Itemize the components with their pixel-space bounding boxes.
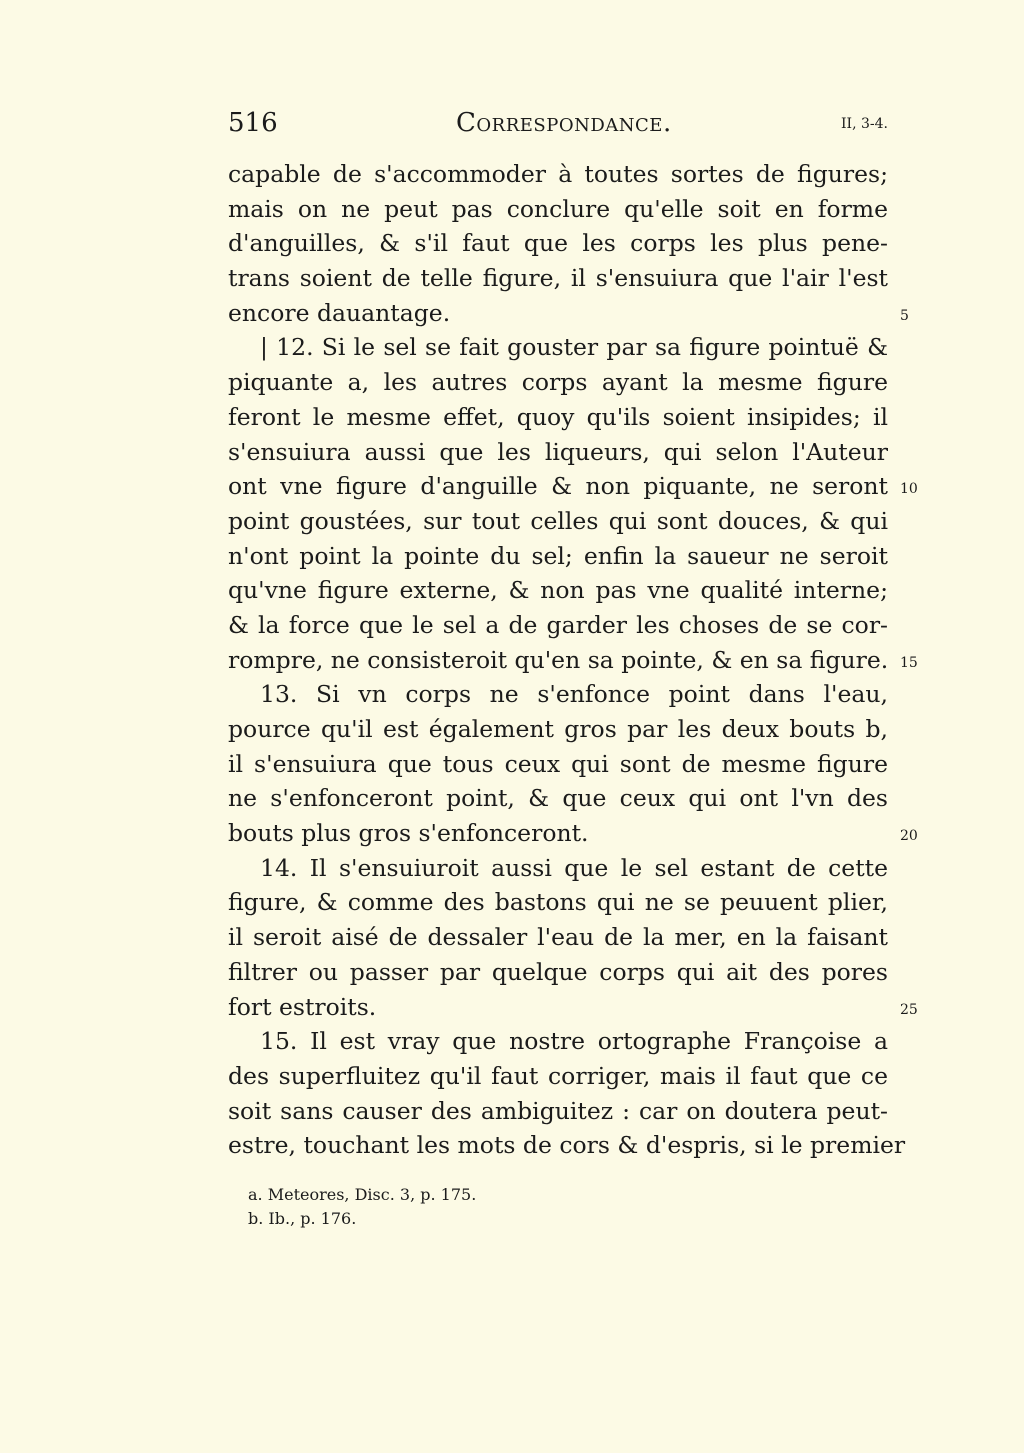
text-line: filtrer ou passer par quelque corps qui ait des pores [228,957,888,986]
section-reference: II, 3-4. [841,116,888,132]
text-line: fort estroits. [228,992,377,1021]
text-line: capable de s'accommoder à toutes sortes de figures; [228,160,888,188]
line-number: 25 [900,1001,918,1018]
footnote: b. Ib., p. 176. [248,1209,357,1228]
line-number: 10 [900,481,918,498]
text-line: & la force que le sel a de garder les choses de se cor- [228,610,888,639]
text-line: il s'ensuiura que tous ceux qui sont de mesme figure [228,749,888,778]
text-line: trans soient de telle figure, il s'ensuiura que l'air l'est [228,264,888,293]
line-number: 20 [900,828,918,845]
body-text [228,157,906,1163]
line-number: 15 [900,654,918,671]
text-line: figure, & comme des bastons qui ne se peuuent plier, [228,888,888,917]
text-line: estre, touchant les mots de cors & d'espris, si le premier [228,1131,906,1160]
text-line: n'ont point la pointe du sel; enfin la saueur ne seroit [228,541,888,570]
running-title: Correspondance. [456,108,672,138]
text-line: qu'vne figure externe, & non pas vne qualité interne; [228,576,888,605]
text-line: soit sans causer des ambiguitez : car on doutera peut- [228,1096,888,1125]
text-line: des superfluitez qu'il faut corriger, mais il faut que ce [228,1061,888,1090]
text-line: ne s'enfonceront point, & que ceux qui ont l'vn des [228,784,888,813]
text-line: encore dauantage. [228,298,451,327]
text-line: 15. Il est vray que nostre ortographe Françoise a [260,1027,888,1056]
text-line: mais on ne peut pas conclure qu'elle soit en forme [228,194,888,223]
text-line: il seroit aisé de dessaler l'eau de la mer, en la faisant [228,923,888,952]
text-line: point goustées, sur tout celles qui sont douces, & qui [228,506,888,535]
footnote: a. Meteores, Disc. 3, p. 175. [248,1185,477,1204]
page-header [228,108,888,148]
line-number: 5 [900,307,909,324]
text-line: d'anguilles, & s'il faut que les corps les plus pene- [228,229,888,258]
text-line: rompre, ne consisteroit qu'en sa pointe, & en sa figure. [228,645,889,674]
text-line: ont vne figure d'anguille & non piquante, ne seront [228,472,888,501]
text-line: pource qu'il est également gros par les deux bouts b, [228,715,888,743]
text-line: | 12. Si le sel se fait gouster par sa figure pointuë & [260,333,888,362]
text-line: feront le mesme effet, quoy qu'ils soient insipides; il [228,402,888,431]
text-line: bouts plus gros s'enfonceront. [228,819,589,848]
text-line: 13. Si vn corps ne s'enfonce point dans l'eau, [260,680,888,709]
footnotes [248,1183,848,1231]
page-number: 516 [228,108,278,138]
text-line: 14. Il s'ensuiuroit aussi que le sel estant de cette [260,853,888,882]
text-line: piquante a, les autres corps ayant la mesme figure [228,368,888,397]
text-line: s'ensuiura aussi que les liqueurs, qui selon l'Auteur [228,437,888,466]
